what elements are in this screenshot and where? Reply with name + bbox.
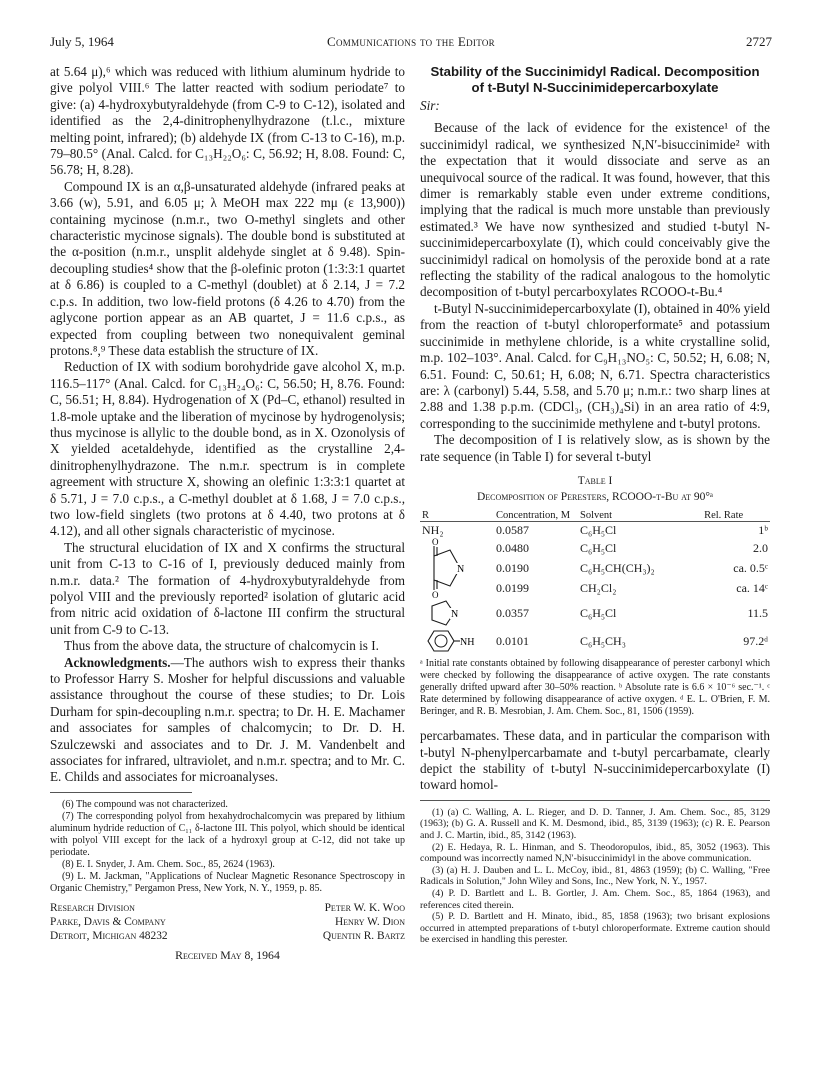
cell-rate: ca. 0.5ᶜ (733, 560, 768, 575)
col-header-rate: Rel. Rate (702, 510, 770, 522)
struct-n-label: N (451, 609, 459, 621)
refs-rule (420, 800, 770, 801)
header-date: July 5, 1964 (50, 34, 114, 49)
footnote-9: (9) L. M. Jackman, "Applications of Nuclear Magnetic Resonance Spectroscopy in Organic Chemistry," Pergamon Press, New York, N. Y., 1959, p. 85. (50, 870, 405, 894)
cell-solvent: CH₂Cl₂ (580, 580, 617, 595)
acknowledgments (50, 655, 405, 786)
notes-rule (50, 792, 192, 793)
left-paragraph-3: Reduction of IX with sodium borohydride gave alcohol X, m.p. 116.5–117° (Anal. Calcd. for C₁₃H₂₄O₆: C, 56.50; H, 8.76. Found: C, 56.51; H, 8.84). Hydrogenation of X (Pd–C, ethanol) resulted in 1.8-mole uptake and the liberation of mycinose by hydrogenolysis; thus mycinose is allylic to the double bond, as in X. Ozonolysis of X yielded acetaldehyde, identified as the crystalline 2,4-dinitrophenylhydrazone. The n.m.r. spectrum is in complete agreement with structure X, showing an olefinic 1:3:3:1 quartet at δ 5.71, J = 7.0 c.p.s., a C-methyl doublet at δ 1.68, J = 7.0 c.p.s., two low-field singlets (two protons at δ 4.40, two protons at δ 4.12), and all other signals characteristic of mycinose. (50, 359, 405, 539)
col-header-r: R (420, 510, 494, 522)
table-row (420, 598, 770, 628)
header-journal: Communications to the Editor (327, 34, 495, 49)
table-header-row (420, 510, 770, 522)
left-paragraph-1: at 5.64 μ),⁶ which was reduced with lithium aluminum hydride to give polyol VIII.⁶ The latter reacted with sodium periodate⁷ to give: (a) 4-hydroxybutyraldehyde (from C-9 to C-12), isolated and identified as the 2,4-dinitrophenylhydrazone (t.l.c., mixture melting point, infrared); (b) aldehyde IX (from C-13 to C-16), m.p. 79–80.5° (Anal. Calcd. for C₁₃H₂₂O₆: C, 56.92; H, 8.08. Found: C, 56.78; H, 8.28). (50, 64, 405, 178)
footnote-6: (6) The compound was not characterized. (62, 798, 228, 810)
phenyl-nh-structure (422, 628, 486, 654)
left-paragraph-5: Thus from the above data, the structure of chalcomycin is I. (64, 638, 379, 654)
cell-conc: 0.0357 (496, 605, 529, 620)
col-header-concentration: Concentration, M (494, 510, 578, 522)
right-paragraph-1: Because of the lack of evidence for the existence¹ of the succinimidyl radical, we synthesized N,N′-bisuccinimide² with the expectation that it would dissociate and serve as an unequivocal source of the radical. It was found, however, that this dimer is remarkably stable even under extreme conditions, implying that the radical is much more unstable than previously estimated.³ We have now synthesized and studied t-butyl N-succinimidepercarboxylate (I), which could conceivably give the succinimidyl radical on homolysis of the peroxide bond at a rate reflecting the stability of the radical analogous to the homolytic decomposition of t-butyl percarboxylates RCOOO-t-Bu.⁴ (420, 120, 770, 300)
struct-o-label-bottom: O (432, 590, 439, 599)
cell-solvent: C₆H₅Cl (580, 605, 617, 620)
reference-1: (1) (a) C. Walling, A. L. Rieger, and D. D. Tanner, J. Am. Chem. Soc., 85, 3129 (1963); (b) G. A. Russell and K. M. Desmond, ibid., 85, 3139 (1963); (c) R. E. Pearson and J. C. Martin, ibid., 85, 3142 (1963). (420, 806, 770, 841)
struct-o-label-top: O (432, 538, 439, 548)
table-row (420, 538, 770, 558)
cell-rate: ca. 14ᶜ (736, 580, 768, 595)
col-header-solvent: Solvent (578, 510, 702, 522)
left-paragraph-2: Compound IX is an α,β-unsaturated aldehyde (infrared peaks at 3.66 (w), 5.91, and 6.05 μ; λ MeOH max 222 mμ (ε 13,900)) containing mycinose (n.m.r., two O-methyl singlets and other characteristic mycinose signals). The double bond is substituted at the α-position (n.m.r., unsplit aldehyde singlet at δ 9.48). Spin-decoupling studies⁴ show that the β-olefinic proton (1:3:3:1 quartet at δ 6.86) is coupled to a C-methyl (doublet) at δ 2.14, J = 7.2 c.p.s. In addition, two low-field protons (δ 4.26 to 4.70) from the aglycone portion appear as an AB quartet, J = 11.6 c.p.s., as expected from coupling between two nonequivalent geminal protons.⁸,⁹ These data establish the structure of IX. (50, 178, 405, 358)
cell-solvent: C₆H₅Cl (580, 522, 617, 537)
footnote-7: (7) The corresponding polyol from hexahydrochalcomycin was prepared by lithium aluminum hydride reduction of C₁₁ δ-lactone III. This polyol, which should be identical with polyol VIII except for the lack of a hydroxyl group at C-12, did not take up periodate. (50, 810, 405, 858)
right-paragraph-4: percarbamates. These data, and in particular the comparison with t-butyl N-phenylpercarbamate and t-butyl percarbamate, clearly depict the stability of t-butyl N-succinimidepercarboxylate (I) toward homol- (420, 728, 770, 793)
reference-list (420, 807, 770, 946)
left-paragraph-4: The structural elucidation of IX and X confirms the structural unit from C-13 to C-16 of I, previously deduced mainly from n.m.r. data.² The formation of 4-hydroxybutyraldehyde from polyol VIII and the previously reported² isolation of glutaric acid from nitric acid oxidation of δ-lactone III confirm the structural unit from C-9 to C-13. (50, 539, 405, 637)
left-footnotes (50, 799, 405, 895)
cell-conc: 0.0199 (496, 580, 529, 595)
table-row (420, 521, 770, 538)
phenyl-nh-structure-cell (420, 628, 494, 654)
table-footnote: ᵃ Initial rate constants obtained by following disappearance of perester carbonyl which were checked by following the disappearance of active oxygen. The rate constants generally drifted upward after 30–50% reaction. ᵇ Absolute rate is 6.6 × 10⁻⁶ sec.⁻¹. ᶜ Rate determined by following disappearance of active oxygen. ᵈ E. L. O'Brien, F. M. Beringer, and R. B. Mesrobian, J. Am. Chem. Soc., 81, 1506 (1959). (420, 658, 770, 718)
cell-conc: 0.0587 (496, 522, 529, 537)
author-3: Quentin R. Bartz (322, 929, 405, 942)
cell-conc: 0.0190 (496, 560, 529, 575)
affil-line-2: Parke, Davis & Company (50, 915, 166, 928)
article-title-line-1: Stability of the Succinimidyl Radical. Decomposition (430, 64, 760, 79)
reference-5: (5) P. D. Bartlett and H. Minato, ibid., 85, 1858 (1963); two brisant explosions occurred in attempted preparations of t-butyl chloroperformate. Extreme caution should be exercised in handling this perester. (420, 911, 770, 946)
struct-n-label: N (457, 564, 465, 576)
article-title (420, 64, 770, 96)
struct-nh-label: NH (460, 637, 475, 649)
cell-conc: 0.0101 (496, 633, 529, 648)
rate-table (420, 510, 770, 654)
received-date: Received May 8, 1964 (175, 947, 280, 962)
cell-solvent: C₆H₅Cl (580, 540, 617, 555)
cell-solvent: C₆H₅CH(CH₃)₂ (580, 560, 655, 575)
reference-3: (3) (a) H. J. Dauben and L. L. McCoy, ibid., 81, 4863 (1959); (b) C. Walling, "Free Radicals in Solution," John Wiley and Sons, Inc., New York, N. Y., 1957. (420, 864, 770, 888)
table-caption: Table I (577, 474, 613, 487)
cell-rate: 11.5 (747, 605, 768, 620)
author-2: Henry W. Dion (334, 915, 405, 928)
table-row (420, 628, 770, 654)
signature-block (50, 901, 405, 943)
running-header (50, 34, 772, 52)
author-1: Peter W. K. Woo (324, 901, 405, 914)
footnote-8: (8) E. I. Snyder, J. Am. Chem. Soc., 85, 2624 (1963). (62, 858, 275, 870)
table-subtitle: Decomposition of Peresters, RCOOO-t-Bu at 90°ᵃ (476, 491, 714, 504)
cell-conc: 0.0480 (496, 540, 529, 555)
cell-rate: 2.0 (753, 540, 768, 555)
ack-heading: Acknowledgments. (64, 654, 171, 670)
ack-body: —The authors wish to express their thanks to Professor Harry S. Mosher for helpful discussions and valuable assistance throughout the course of these studies; to Dr. Lois Durham for spin-decoupling n.m.r. spectra; to Dr. H. E. Machamer and associates for samples of chalcomycin; to Dr. D. H. Szulczewski and associates and to Dr. J. M. Vandenbelt and associates for infrared, ultraviolet, and n.m.r. spectra; and to Mr. C. E. Childs and associates for microanalyses. (50, 654, 405, 785)
left-column (50, 64, 405, 963)
salutation: Sir: (420, 98, 440, 113)
affil-line-3: Detroit, Michigan 48232 (50, 929, 168, 942)
reference-4: (4) P. D. Bartlett and L. B. Gortler, J. Am. Chem. Soc., 85, 1864 (1963), and references cited therein. (420, 887, 770, 911)
reference-2: (2) E. Hedaya, R. L. Hinman, and S. Theodoropulos, ibid., 85, 3052 (1963). This compound was incorrectly named N,N′-bisuccinimidyl in the above communication. (420, 841, 770, 865)
affil-line-1: Research Division (50, 901, 135, 914)
succinimide-structure (422, 538, 482, 598)
cell-rate: 97.2ᵈ (743, 633, 768, 648)
cell-r: NH₂ (422, 522, 444, 537)
right-paragraph-2: t-Butyl N-succinimidepercarboxylate (I), obtained in 40% yield from the reaction of t-butyl chloroperformate⁵ and potassium succinimide in methylene chloride, is a white crystalline solid, m.p. 102–103°. Anal. Calcd. for C₉H₁₃NO₅: C, 50.52; H, 6.08; N, 6.51. Found: C, 50.61; H, 6.08; N, 6.71. Spectra characteristics are: λ (carbonyl) 5.44, 5.58, and 5.70 μ; n.m.r.: two sharp lines at 2.88 and 1.38 p.p.m. (CDCl₃, (CH₃)₄Si) in an area ratio of 4:9, corresponding to the succinimide methylene and t-butyl protons. (420, 300, 770, 431)
header-page-number: 2727 (746, 34, 772, 49)
pyrrolidine-structure-cell (420, 598, 494, 628)
cell-rate: 1ᵇ (758, 522, 768, 537)
right-column (420, 64, 770, 946)
article-title-line-2: of t-Butyl N-Succinimidepercarboxylate (471, 80, 719, 95)
succinimide-structure-cell (420, 538, 494, 598)
pyrrolidine-structure (422, 598, 482, 628)
cell-solvent: C₆H₅CH₃ (580, 633, 626, 648)
right-paragraph-3: The decomposition of I is relatively slow, as is shown by the rate sequence (in Table I) for several t-butyl (420, 432, 770, 464)
